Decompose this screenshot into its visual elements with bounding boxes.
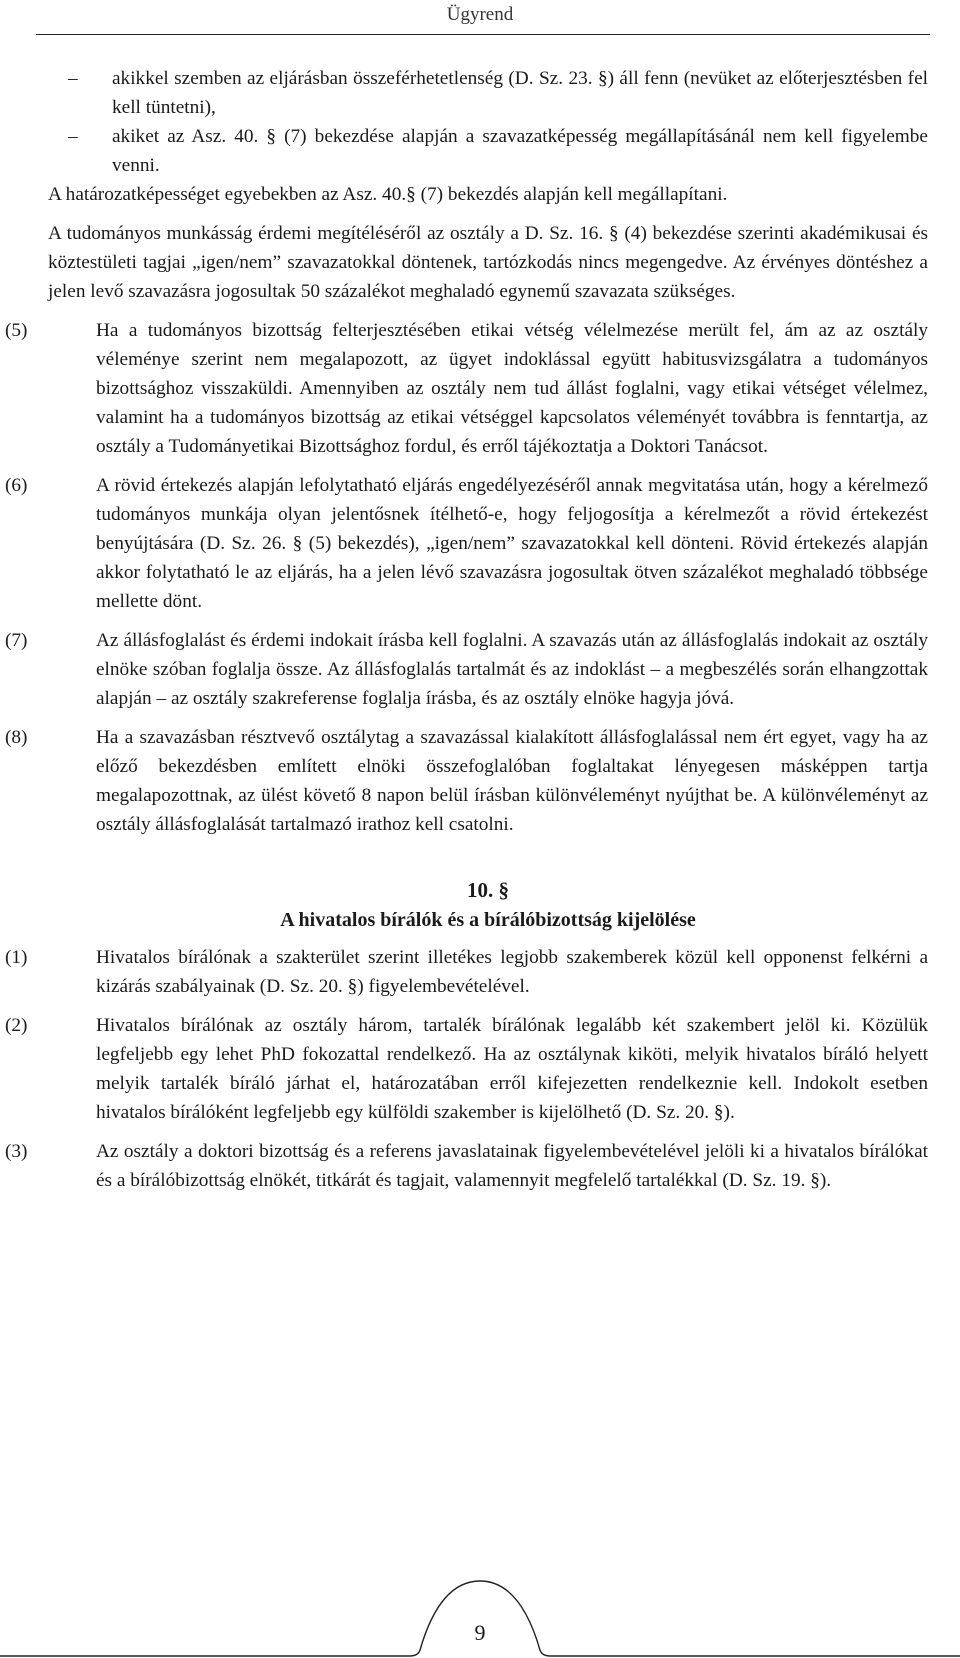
list-item-text: akikkel szemben az eljárásban összeférhetetlenség (D. Sz. 23. §) áll fenn (nevüket az előterjesztésben fel kell tüntetni), xyxy=(112,68,928,118)
numbered-paragraph xyxy=(5,471,928,616)
quorum-line: A határozatképességet egyebekben az Asz. 40.§ (7) bekezdés alapján kell megállapítani. xyxy=(48,184,728,205)
numbered-paragraph xyxy=(5,1011,928,1127)
paragraph-text: Az osztály a doktori bizottság és a referens javaslatainak figyelembevételével jelöli ki a hivatalos bírálókat és a bírálóbizottság elnökét, titkárát és tagjait, valamennyit megfelelő tartalékkal (D. Sz. 19. §). xyxy=(96,1141,928,1191)
paragraph-text: Hivatalos bírálónak a szakterület szerint illetékes legjobb szakemberek közül kell opponenst felkérni a kizárás szabályainak (D. Sz. 20. §) figyelembevételével. xyxy=(96,947,928,997)
paragraph-text: Ha a tudományos bizottság felterjesztésében etikai vétség vélelmezése merült fel, ám az az osztály véleménye szerint nem megalapozott, az ügyet indoklással együtt habitusvizsgálatra a tudományos bizottsághoz visszaküldi. Amennyiben az osztály nem tud állást foglalni, vagy etikai vétséget vélelmez, valamint ha a tudományos bizottság az etikai vétséggel kapcsolatos véleményét továbbra is fenntartja, az osztály a Tudományetikai Bizottsághoz fordul, és erről tájékoztatja a Doktori Tanácsot. xyxy=(96,320,928,457)
paragraph-text: Az állásfoglalást és érdemi indokait írásba kell foglalni. A szavazás után az állásfoglalás indokait az osztály elnöke szóban foglalja össze. Az állásfoglalás tartalmát és az indoklást – a megbeszélés során elhangzottak alapján – az osztály szakreferense foglalja írásba, és az osztály elnöke hagyja jóvá. xyxy=(96,630,928,709)
running-head: Ügyrend xyxy=(446,4,514,25)
section-number: 10. § xyxy=(467,878,509,902)
paragraph-number: (1) xyxy=(5,947,28,968)
paragraph-text: Ha a szavazásban résztvevő osztálytag a szavazással kialakított állásfoglalással nem ért egyet, vagy ha az előző bekezdésben említett elnöki összefoglalóban foglaltakat lényegesen másképpen tartja megalapozottnak, az ülést követő 8 napon belül írásban különvéleményt nyújthat be. A különvéleményt az osztály állásfoglalását tartalmazó irathoz kell csatolni. xyxy=(96,727,928,835)
numbered-paragraph xyxy=(5,1137,928,1195)
page-body xyxy=(5,64,928,1195)
list-item xyxy=(70,64,928,122)
dash-bullet: – xyxy=(68,68,78,89)
section-title: A hivatalos bírálók és a bírálóbizottság kijelölése xyxy=(280,909,696,931)
list-item xyxy=(70,122,928,180)
list-item-text: akiket az Asz. 40. § (7) bekezdése alapján a szavazatképesség megállapításánál nem kell figyelembe venni. xyxy=(112,126,928,176)
numbered-paragraph xyxy=(5,626,928,713)
dash-bullet: – xyxy=(68,126,78,147)
numbered-paragraph xyxy=(5,316,928,461)
paragraph-number: (6) xyxy=(5,475,28,496)
vote-paragraph: A tudományos munkásság érdemi megítéléséről az osztály a D. Sz. 16. § (4) bekezdése szerinti akadémikusai és köztestületi tagjai „igen/nem” szavazatokkal döntenek, tartózkodás nincs megengedve. Az érvényes döntéshez a jelen levő szavazásra jogosultak 50 százalékot meghaladó egynemű szavazata szükséges. xyxy=(48,223,928,302)
numbered-paragraph xyxy=(5,723,928,839)
page-number: 9 xyxy=(474,1620,486,1645)
paragraph-text: Hivatalos bírálónak az osztály három, tartalék bírálónak legalább két szakembert jelöl ki. Közülük legfeljebb egy lehet PhD fokozattal rendelkező. Ha az osztálynak kiköti, melyik hivatalos bíráló helyett melyik tartalék bíráló járhat el, határozatában erről kifejezetten rendelkeznie kell. Indokolt esetben hivatalos bírálóként legfeljebb egy külföldi szakember is kijelölhető (D. Sz. 20. §). xyxy=(96,1015,928,1123)
paragraph-number: (8) xyxy=(5,727,28,748)
paragraph-number: (5) xyxy=(5,320,28,341)
paragraph-number: (3) xyxy=(5,1141,28,1162)
paragraph-text: A rövid értekezés alapján lefolytatható eljárás engedélyezéséről annak megvitatása után, hogy a kérelmező tudományos munkája olyan jelentősnek ítélhető-e, hogy feljogosítja a kérelmezőt a rövid értekezést benyújtására (D. Sz. 26. § (5) bekezdés), „igen/nem” szavazatokkal kell dönteni. Rövid értekezés alapján akkor folytatható le az eljárás, ha a jelen lévő szavazásra jogosultak ötven százalékot meghaladó többsége mellette dönt. xyxy=(96,475,928,612)
paragraph-number: (7) xyxy=(5,630,28,651)
numbered-paragraph xyxy=(5,943,928,1001)
paragraph-number: (2) xyxy=(5,1015,28,1036)
header-rule xyxy=(36,34,930,35)
